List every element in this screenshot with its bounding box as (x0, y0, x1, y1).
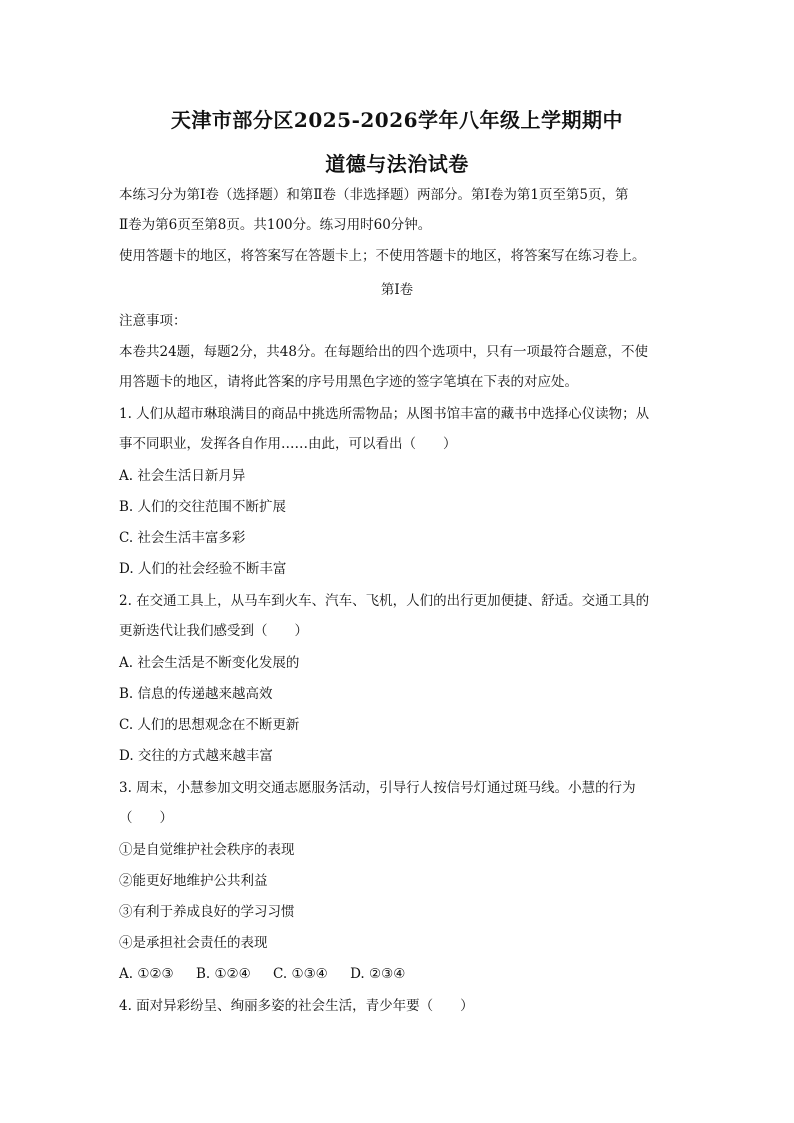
intro-line-2: Ⅱ卷为第6页至第8页。共100分。练习用时60分钟。 (119, 217, 432, 233)
question-3-statement-4: ④是承担社会责任的表现 (119, 935, 268, 951)
document-title: 天津市部分区2025-2026学年八年级上学期期中 (170, 108, 624, 132)
question-3-options (119, 964, 679, 984)
question-1-stem-line-1: 1. 人们从超市琳琅满目的商品中挑选所需物品；从图书馆丰富的藏书中选择心仪读物；从 (119, 406, 650, 422)
question-3-option-b: B. ①②④ (195, 966, 251, 982)
intro-line-1: 本练习分为第Ⅰ卷（选择题）和第Ⅱ卷（非选择题）两部分。第Ⅰ卷为第1页至第5页，第 (119, 187, 629, 203)
question-3-stem-line-2: （ ） (119, 810, 173, 826)
document-subtitle: 道德与法治试卷 (325, 152, 469, 176)
question-3-statement-3: ③有利于养成良好的学习习惯 (119, 904, 295, 920)
question-4-stem-line-1: 4. 面对异彩纷呈、绚丽多姿的社会生活，青少年要（ ） (119, 998, 474, 1014)
section-title: 第Ⅰ卷 (380, 282, 414, 298)
question-1-stem-line-2: 事不同职业，发挥各自作用……由此，可以看出（ ） (119, 436, 457, 452)
question-2-stem-line-1: 2. 在交通工具上，从马车到火车、汽车、飞机，人们的出行更加便捷、舒适。交通工具的 (119, 593, 650, 609)
question-1-option-d: D. 人们的社会经验不断丰富 (119, 561, 287, 577)
question-2-option-c: C. 人们的思想观念在不断更新 (119, 717, 300, 733)
notice-label: 注意事项： (119, 313, 187, 329)
question-2-option-b: B. 信息的传递越来越高效 (119, 686, 273, 702)
question-3-option-c: C. ①③④ (273, 966, 328, 982)
question-1-option-b: B. 人们的交往范围不断扩展 (119, 499, 287, 515)
question-1-option-a: A. 社会生活日新月异 (119, 468, 246, 484)
question-3-option-a: A. ①②③ (119, 966, 174, 982)
question-3-stem-line-1: 3. 周末，小慧参加文明交通志愿服务活动，引导行人按信号灯通过斑马线。小慧的行为 (119, 780, 636, 796)
question-2-stem-line-2: 更新迭代让我们感受到（ ） (119, 623, 308, 639)
notice-line-1: 本卷共24题，每题2分，共48分。在每题给出的四个选项中，只有一项最符合题意，不使 (119, 344, 648, 360)
notice-line-2: 用答题卡的地区，请将此答案的序号用黑色字迹的签字笔填在下表的对应处。 (119, 374, 578, 390)
question-3-statement-1: ①是自觉维护社会秩序的表现 (119, 842, 295, 858)
question-3-option-d: D. ②③④ (350, 966, 406, 982)
question-2-option-a: A. 社会生活是不断变化发展的 (119, 655, 300, 671)
question-3-statement-2: ②能更好地维护公共利益 (119, 873, 268, 889)
question-2-option-d: D. 交往的方式越来越丰富 (119, 748, 273, 764)
intro-line-3: 使用答题卡的地区，将答案写在答题卡上；不使用答题卡的地区，将答案写在练习卷上。 (119, 248, 646, 264)
question-1-option-c: C. 社会生活丰富多彩 (119, 530, 246, 546)
